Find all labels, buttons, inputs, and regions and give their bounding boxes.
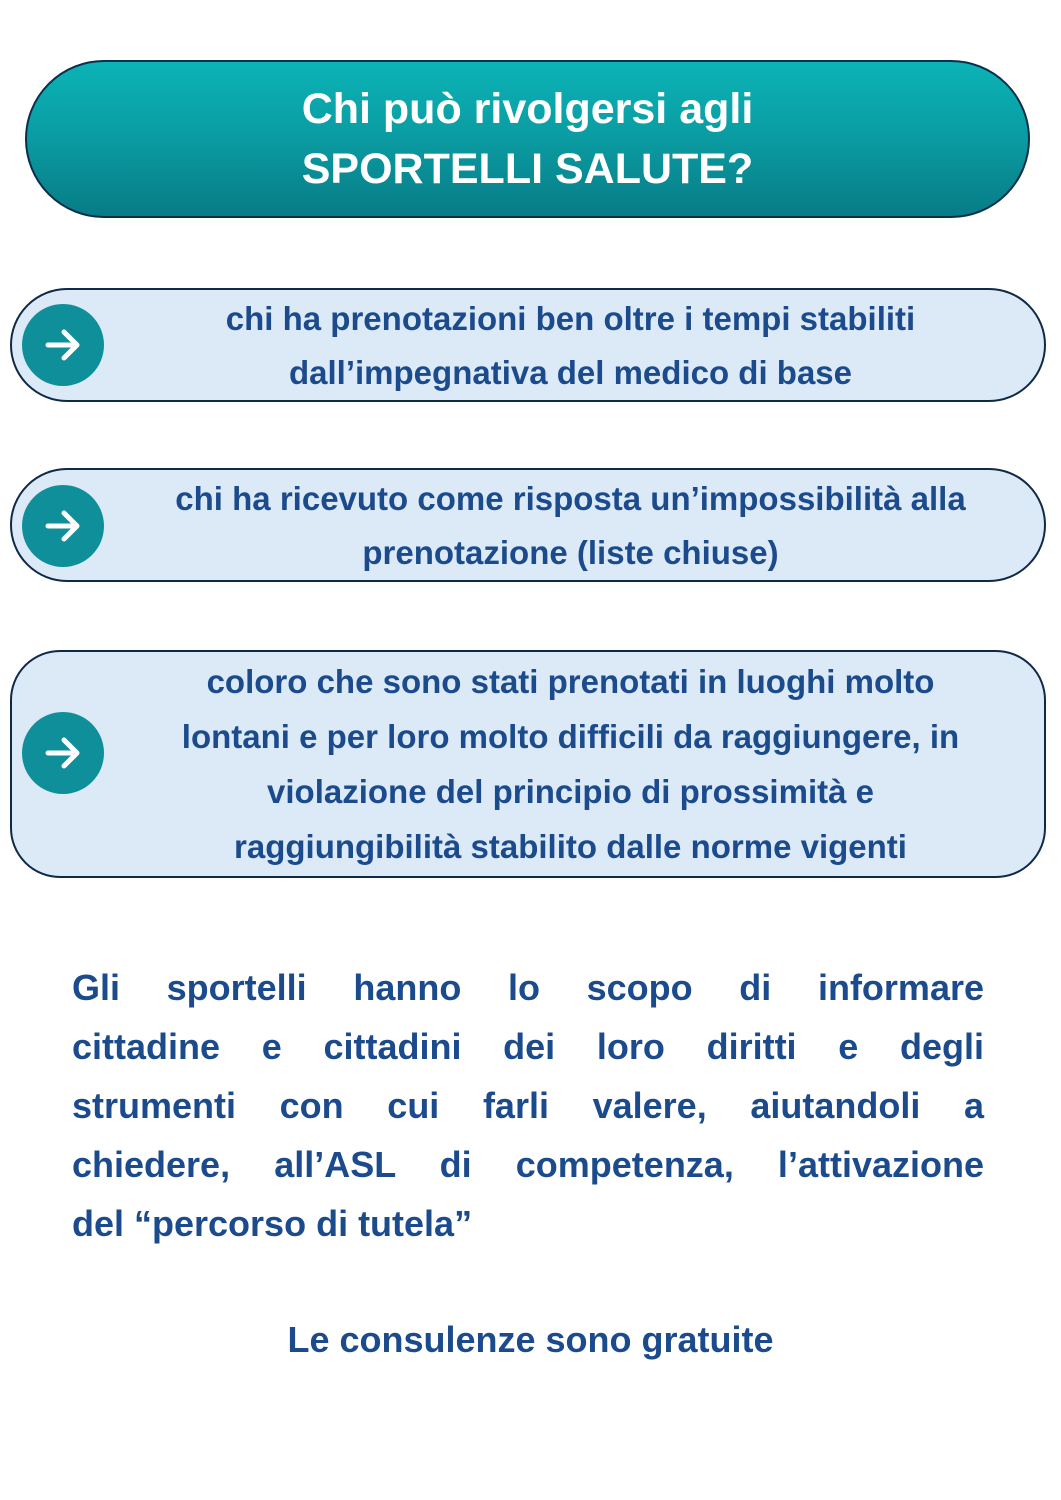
eligibility-item-3	[10, 650, 1046, 878]
eligibility-item-3-line-3: violazione del principio di prossimità e	[267, 773, 874, 810]
description-line-4: chiedere, all’ASL di competenza, l’attivazione	[72, 1144, 984, 1185]
arrow-right-icon	[22, 485, 104, 567]
description-line-3: strumenti con cui farli valere, aiutandoli a	[72, 1085, 984, 1126]
eligibility-item-2-line-2: prenotazione (liste chiuse)	[362, 534, 779, 571]
eligibility-item-2-text	[107, 472, 1034, 580]
arrow-right-icon	[22, 712, 104, 794]
description-line-1: Gli sportelli hanno lo scopo di informare	[72, 967, 984, 1008]
header-title-line-2: SPORTELLI SALUTE?	[301, 145, 754, 193]
service-description	[72, 958, 984, 1253]
eligibility-item-3-text	[107, 654, 1034, 874]
free-consultation-note: Le consulenze sono gratuite	[287, 1319, 774, 1360]
arrow-right-icon	[22, 304, 104, 386]
eligibility-item-1	[10, 288, 1046, 402]
description-line-5: del “percorso di tutela”	[72, 1203, 473, 1244]
eligibility-item-3-line-2: lontani e per loro molto difficili da raggiungere, in	[181, 718, 960, 755]
eligibility-item-2-line-1: chi ha ricevuto come risposta un’impossibilità alla	[175, 480, 966, 517]
header-title-line-1: Chi può rivolgersi agli	[301, 85, 754, 133]
eligibility-item-3-line-4: raggiungibilità stabilito dalle norme vigenti	[234, 828, 907, 865]
eligibility-item-1-text	[107, 292, 1034, 400]
eligibility-item-1-line-2: dall’impegnativa del medico di base	[289, 354, 852, 391]
eligibility-item-3-line-1: coloro che sono stati prenotati in luoghi molto	[206, 663, 935, 700]
description-line-2: cittadine e cittadini dei loro diritti e degli	[72, 1026, 984, 1067]
eligibility-item-2	[10, 468, 1046, 582]
eligibility-item-1-line-1: chi ha prenotazioni ben oltre i tempi stabiliti	[225, 300, 916, 337]
header-title-banner	[25, 60, 1030, 218]
